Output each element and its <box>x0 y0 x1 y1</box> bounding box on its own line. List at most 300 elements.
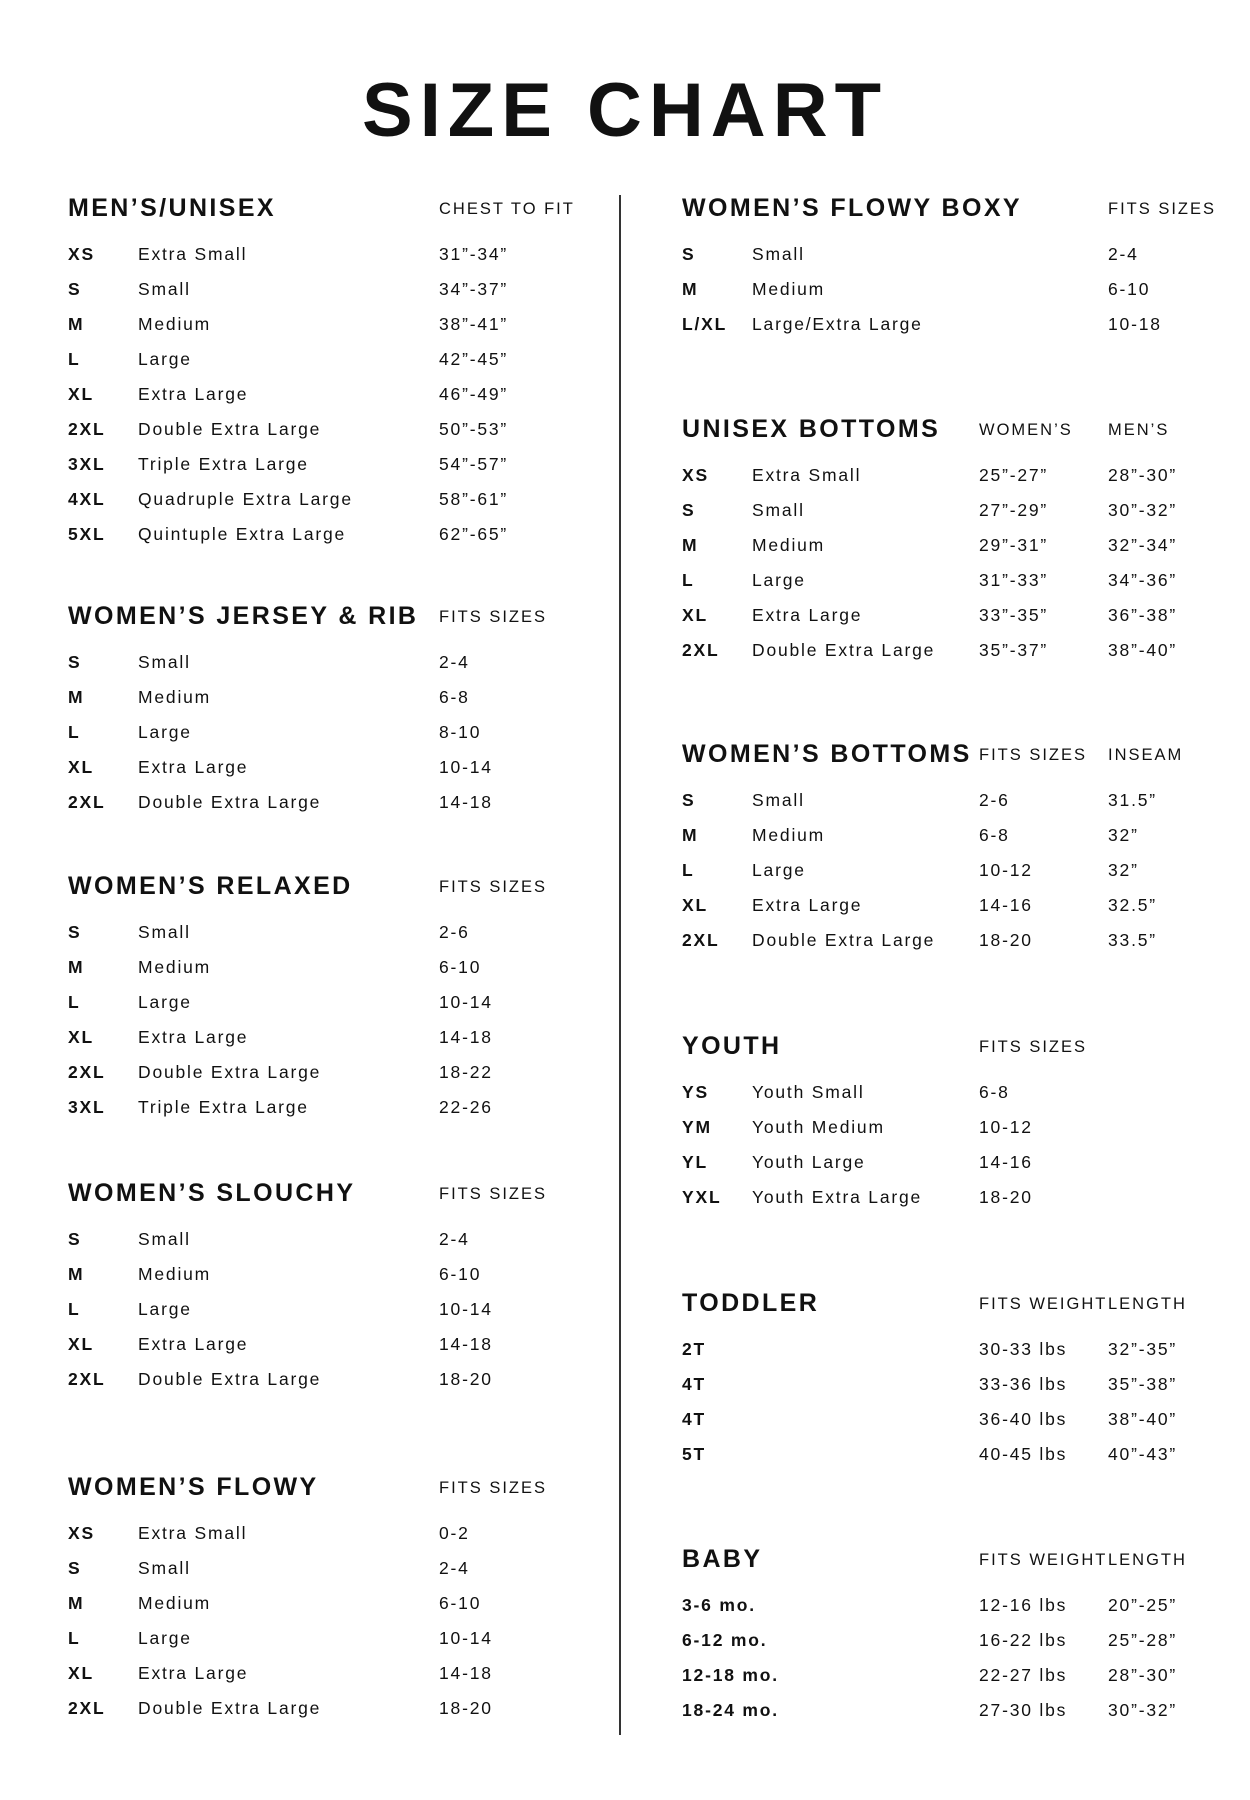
size-code: M <box>682 825 699 845</box>
size-name: Quintuple Extra Large <box>138 524 347 544</box>
size-name: Extra Large <box>138 384 249 404</box>
size-name: Large <box>138 722 192 742</box>
size-value: 14-16 <box>979 1152 1033 1172</box>
size-name: Double Extra Large <box>138 1062 322 1082</box>
size-name: Extra Large <box>752 895 863 915</box>
size-name: Youth Extra Large <box>752 1187 923 1207</box>
size-code: 2XL <box>68 1369 106 1389</box>
size-value: 54”-57” <box>439 454 509 474</box>
size-value: 14-18 <box>439 1663 493 1683</box>
size-code: S <box>682 790 696 810</box>
size-name: Large <box>138 1299 192 1319</box>
size-row <box>682 464 1202 499</box>
size-name: Medium <box>752 535 826 555</box>
size-rows <box>68 921 588 1131</box>
size-code: 2XL <box>682 930 720 950</box>
size-row <box>68 1697 588 1732</box>
size-value: 36-40 lbs <box>979 1409 1068 1429</box>
size-value: 16-22 lbs <box>979 1630 1068 1650</box>
size-row <box>682 1116 1202 1151</box>
size-rows <box>682 464 1202 674</box>
size-code: YL <box>682 1152 708 1172</box>
size-value: 10-14 <box>439 992 493 1012</box>
size-value: 35”-37” <box>979 640 1049 660</box>
size-row <box>682 1373 1202 1408</box>
size-row <box>682 1629 1202 1664</box>
size-code: L <box>68 1628 81 1648</box>
size-value: 18-20 <box>979 1187 1033 1207</box>
size-value: 18-20 <box>979 930 1033 950</box>
size-code: M <box>68 957 85 977</box>
size-name: Large <box>752 570 806 590</box>
size-row <box>682 313 1202 348</box>
size-value: 6-8 <box>439 687 470 707</box>
column-header-fits-sizes: FITS SIZES <box>439 608 548 626</box>
size-code: L <box>68 722 81 742</box>
section-womens-jersey-and-rib <box>68 601 588 826</box>
size-code: XL <box>68 384 94 404</box>
size-value: 30”-32” <box>1108 500 1178 520</box>
size-row <box>682 1408 1202 1443</box>
size-name: Extra Small <box>138 244 248 264</box>
section-title: WOMEN’S JERSEY & RIB <box>68 602 419 630</box>
size-value: 46”-49” <box>439 384 509 404</box>
section-youth <box>682 1031 1202 1221</box>
size-code: YS <box>682 1082 709 1102</box>
size-code: M <box>68 1593 85 1613</box>
size-value: 14-18 <box>439 1334 493 1354</box>
size-value: 36”-38” <box>1108 605 1178 625</box>
size-value: 6-10 <box>1108 279 1151 299</box>
size-code: M <box>682 535 699 555</box>
size-code: YXL <box>682 1187 722 1207</box>
size-value: 32.5” <box>1108 895 1157 915</box>
size-rows <box>68 1228 588 1403</box>
size-row <box>682 1186 1202 1221</box>
size-value: 10-18 <box>1108 314 1162 334</box>
size-code: 6-12 mo. <box>682 1630 768 1650</box>
size-code: S <box>68 1229 82 1249</box>
section-womens-flowy <box>68 1472 588 1732</box>
size-code: 2XL <box>68 419 106 439</box>
size-code: XS <box>68 1523 95 1543</box>
size-value: 31”-33” <box>979 570 1049 590</box>
size-row <box>682 1151 1202 1186</box>
size-code: L <box>682 860 695 880</box>
section-baby <box>682 1544 1202 1734</box>
size-name: Double Extra Large <box>752 930 936 950</box>
size-row <box>68 348 588 383</box>
size-code: 2XL <box>682 640 720 660</box>
size-value: 10-12 <box>979 860 1033 880</box>
column-header-chest-to-fit: CHEST TO FIT <box>439 200 575 218</box>
size-code: XL <box>682 605 708 625</box>
size-code: 18-24 mo. <box>682 1700 779 1720</box>
section-header <box>682 1544 1202 1580</box>
column-header-mens: MEN’S <box>1108 421 1170 439</box>
size-code: S <box>682 500 696 520</box>
section-title: MEN’S/UNISEX <box>68 194 276 222</box>
column-header-fits-sizes: FITS SIZES <box>1108 200 1217 218</box>
section-womens-slouchy <box>68 1178 588 1403</box>
size-code: 5XL <box>68 524 106 544</box>
size-row <box>682 859 1202 894</box>
size-value: 42”-45” <box>439 349 509 369</box>
size-value: 12-16 lbs <box>979 1595 1068 1615</box>
size-code: 2XL <box>68 1698 106 1718</box>
size-value: 32”-35” <box>1108 1339 1178 1359</box>
column-header-fits-weight: FITS WEIGHT <box>979 1551 1108 1569</box>
size-row <box>68 1298 588 1333</box>
size-name: Extra Large <box>138 1334 249 1354</box>
size-name: Small <box>138 1229 191 1249</box>
size-row <box>68 1263 588 1298</box>
size-value: 28”-30” <box>1108 1665 1178 1685</box>
section-title: UNISEX BOTTOMS <box>682 415 941 443</box>
size-row <box>68 1368 588 1403</box>
size-name: Small <box>138 279 191 299</box>
size-value: 6-10 <box>439 1264 482 1284</box>
size-row <box>68 1592 588 1627</box>
size-value: 2-4 <box>439 1558 470 1578</box>
section-header <box>68 1178 588 1214</box>
size-row <box>68 313 588 348</box>
column-header-fits-sizes: FITS SIZES <box>439 1479 548 1497</box>
size-name: Youth Large <box>752 1152 866 1172</box>
size-code: S <box>68 1558 82 1578</box>
size-value: 33.5” <box>1108 930 1157 950</box>
size-code: XS <box>682 465 709 485</box>
size-value: 32”-34” <box>1108 535 1178 555</box>
size-name: Quadruple Extra Large <box>138 489 353 509</box>
size-name: Medium <box>138 687 212 707</box>
size-code: XL <box>68 1663 94 1683</box>
size-code: M <box>68 687 85 707</box>
size-code: S <box>68 279 82 299</box>
size-value: 0-2 <box>439 1523 470 1543</box>
size-name: Triple Extra Large <box>138 1097 309 1117</box>
size-code: L <box>68 992 81 1012</box>
size-row <box>682 604 1202 639</box>
size-value: 29”-31” <box>979 535 1049 555</box>
size-code: XL <box>682 895 708 915</box>
size-code: 3XL <box>68 1097 106 1117</box>
size-code: M <box>68 314 85 334</box>
size-code: S <box>68 922 82 942</box>
size-name: Small <box>752 790 805 810</box>
size-code: 4XL <box>68 489 106 509</box>
size-name: Extra Large <box>752 605 863 625</box>
size-name: Small <box>752 500 805 520</box>
size-row <box>68 488 588 523</box>
size-name: Small <box>138 922 191 942</box>
size-value: 6-8 <box>979 1082 1010 1102</box>
size-value: 30-33 lbs <box>979 1339 1068 1359</box>
size-code: M <box>682 279 699 299</box>
size-value: 35”-38” <box>1108 1374 1178 1394</box>
section-header <box>682 193 1217 229</box>
size-code: L <box>682 570 695 590</box>
size-name: Medium <box>138 1264 212 1284</box>
section-title: WOMEN’S FLOWY <box>68 1473 319 1501</box>
size-rows <box>68 651 588 826</box>
size-row <box>68 1061 588 1096</box>
size-row <box>682 1443 1202 1478</box>
size-rows <box>68 243 588 558</box>
size-value: 14-18 <box>439 1027 493 1047</box>
size-code: 2XL <box>68 792 106 812</box>
section-title: TODDLER <box>682 1289 820 1317</box>
size-code: YM <box>682 1117 712 1137</box>
section-header <box>682 414 1202 450</box>
size-value: 10-14 <box>439 1628 493 1648</box>
size-name: Medium <box>138 957 212 977</box>
size-row <box>68 686 588 721</box>
section-unisex-bottoms <box>682 414 1202 674</box>
section-title: WOMEN’S BOTTOMS <box>682 740 972 768</box>
size-row <box>68 756 588 791</box>
page-title: SIZE CHART <box>362 68 888 153</box>
size-value: 2-4 <box>1108 244 1139 264</box>
size-value: 40”-43” <box>1108 1444 1178 1464</box>
size-value: 58”-61” <box>439 489 509 509</box>
size-value: 18-20 <box>439 1698 493 1718</box>
size-name: Large <box>752 860 806 880</box>
column-divider <box>619 195 621 1735</box>
size-value: 50”-53” <box>439 419 509 439</box>
size-value: 27”-29” <box>979 500 1049 520</box>
size-row <box>68 1557 588 1592</box>
size-value: 2-4 <box>439 652 470 672</box>
size-value: 25”-27” <box>979 465 1049 485</box>
size-row <box>68 651 588 686</box>
size-value: 34”-37” <box>439 279 509 299</box>
size-value: 32” <box>1108 860 1139 880</box>
size-row <box>682 534 1202 569</box>
size-code: S <box>682 244 696 264</box>
size-row <box>68 791 588 826</box>
size-value: 2-6 <box>439 922 470 942</box>
size-code: XL <box>68 1334 94 1354</box>
section-header <box>68 601 588 637</box>
size-value: 25”-28” <box>1108 1630 1178 1650</box>
size-value: 34”-36” <box>1108 570 1178 590</box>
size-code: XL <box>68 757 94 777</box>
size-row <box>682 499 1202 534</box>
size-name: Extra Large <box>138 757 249 777</box>
size-rows <box>682 243 1202 348</box>
size-code: 3-6 mo. <box>682 1595 756 1615</box>
size-row <box>682 824 1202 859</box>
size-name: Medium <box>138 1593 212 1613</box>
size-value: 14-16 <box>979 895 1033 915</box>
size-row <box>68 418 588 453</box>
size-row <box>68 1627 588 1662</box>
size-value: 33-36 lbs <box>979 1374 1068 1394</box>
size-value: 10-14 <box>439 757 493 777</box>
size-row <box>682 789 1202 824</box>
size-code: XL <box>68 1027 94 1047</box>
size-row <box>682 1699 1202 1734</box>
size-row <box>682 243 1202 278</box>
size-name: Youth Medium <box>752 1117 885 1137</box>
size-value: 10-14 <box>439 1299 493 1319</box>
size-value: 38”-41” <box>439 314 509 334</box>
size-value: 32” <box>1108 825 1139 845</box>
section-header <box>682 739 1202 775</box>
section-toddler <box>682 1288 1202 1478</box>
section-womens-bottoms <box>682 739 1202 964</box>
size-value: 31”-34” <box>439 244 509 264</box>
size-value: 38”-40” <box>1108 1409 1178 1429</box>
size-value: 38”-40” <box>1108 640 1178 660</box>
size-row <box>68 721 588 756</box>
size-row <box>68 1522 588 1557</box>
size-rows <box>682 1338 1202 1478</box>
size-code: 2T <box>682 1339 707 1359</box>
size-row <box>68 1333 588 1368</box>
size-value: 20”-25” <box>1108 1595 1178 1615</box>
size-name: Medium <box>138 314 212 334</box>
size-row <box>682 639 1202 674</box>
size-value: 2-4 <box>439 1229 470 1249</box>
size-code: L <box>68 349 81 369</box>
size-row <box>682 1081 1202 1116</box>
size-row <box>682 278 1202 313</box>
size-value: 6-10 <box>439 957 482 977</box>
size-name: Large <box>138 349 192 369</box>
column-header-fits-sizes: FITS SIZES <box>439 1185 548 1203</box>
size-row <box>68 1662 588 1697</box>
size-code: 5T <box>682 1444 707 1464</box>
size-value: 22-26 <box>439 1097 493 1117</box>
column-header-length: LENGTH <box>1108 1295 1187 1313</box>
size-value: 33”-35” <box>979 605 1049 625</box>
size-row <box>68 1096 588 1131</box>
section-header <box>68 193 588 229</box>
size-rows <box>682 1594 1202 1734</box>
section-title: YOUTH <box>682 1032 782 1060</box>
size-code: 3XL <box>68 454 106 474</box>
size-rows <box>68 1522 588 1732</box>
size-row <box>68 956 588 991</box>
size-value: 30”-32” <box>1108 1700 1178 1720</box>
column-header-fits-sizes: FITS SIZES <box>979 746 1088 764</box>
size-value: 62”-65” <box>439 524 509 544</box>
column-header-inseam: INSEAM <box>1108 746 1184 764</box>
column-header-length: LENGTH <box>1108 1551 1187 1569</box>
size-code: 4T <box>682 1409 707 1429</box>
size-value: 22-27 lbs <box>979 1665 1068 1685</box>
size-code: 4T <box>682 1374 707 1394</box>
section-mens-unisex <box>68 193 588 558</box>
size-name: Extra Large <box>138 1663 249 1683</box>
section-title: WOMEN’S SLOUCHY <box>68 1179 356 1207</box>
size-row <box>68 921 588 956</box>
size-code: M <box>68 1264 85 1284</box>
size-value: 8-10 <box>439 722 482 742</box>
size-code: L <box>68 1299 81 1319</box>
size-name: Double Extra Large <box>138 419 322 439</box>
size-value: 18-22 <box>439 1062 493 1082</box>
size-value: 6-10 <box>439 1593 482 1613</box>
size-name: Double Extra Large <box>138 1369 322 1389</box>
size-code: 12-18 mo. <box>682 1665 779 1685</box>
section-header <box>68 871 588 907</box>
size-name: Extra Small <box>752 465 862 485</box>
size-row <box>68 278 588 313</box>
size-rows <box>682 1081 1202 1221</box>
size-row <box>68 243 588 278</box>
size-name: Large <box>138 1628 192 1648</box>
size-value: 14-18 <box>439 792 493 812</box>
section-womens-relaxed <box>68 871 588 1131</box>
section-header <box>68 1472 588 1508</box>
size-row <box>68 453 588 488</box>
size-name: Large/Extra Large <box>752 314 923 334</box>
column-header-fits-weight: FITS WEIGHT <box>979 1295 1108 1313</box>
size-name: Medium <box>752 279 826 299</box>
size-row <box>68 1228 588 1263</box>
column-header-fits-sizes: FITS SIZES <box>979 1038 1088 1056</box>
size-row <box>682 929 1202 964</box>
size-code: L/XL <box>682 314 728 334</box>
size-name: Youth Small <box>752 1082 865 1102</box>
size-name: Extra Large <box>138 1027 249 1047</box>
size-name: Small <box>138 1558 191 1578</box>
size-row <box>68 1026 588 1061</box>
size-value: 40-45 lbs <box>979 1444 1068 1464</box>
size-row <box>68 991 588 1026</box>
section-title: BABY <box>682 1545 763 1573</box>
size-row <box>682 1594 1202 1629</box>
size-code: 2XL <box>68 1062 106 1082</box>
size-name: Double Extra Large <box>752 640 936 660</box>
size-row <box>682 894 1202 929</box>
column-header-womens: WOMEN’S <box>979 421 1073 439</box>
size-name: Small <box>138 652 191 672</box>
size-row <box>682 569 1202 604</box>
size-rows <box>682 789 1202 964</box>
section-header <box>682 1031 1202 1067</box>
size-code: XS <box>68 244 95 264</box>
section-title: WOMEN’S RELAXED <box>68 872 353 900</box>
size-name: Medium <box>752 825 826 845</box>
size-name: Extra Small <box>138 1523 248 1543</box>
size-value: 27-30 lbs <box>979 1700 1068 1720</box>
column-header-fits-sizes: FITS SIZES <box>439 878 548 896</box>
size-code: S <box>68 652 82 672</box>
size-name: Large <box>138 992 192 1012</box>
size-row <box>68 383 588 418</box>
section-title: WOMEN’S FLOWY BOXY <box>682 194 1022 222</box>
section-womens-flowy-boxy <box>682 193 1217 348</box>
size-name: Triple Extra Large <box>138 454 309 474</box>
size-name: Double Extra Large <box>138 792 322 812</box>
size-value: 2-6 <box>979 790 1010 810</box>
size-value: 10-12 <box>979 1117 1033 1137</box>
size-row <box>68 523 588 558</box>
size-value: 31.5” <box>1108 790 1157 810</box>
size-row <box>682 1338 1202 1373</box>
size-value: 28”-30” <box>1108 465 1178 485</box>
size-value: 6-8 <box>979 825 1010 845</box>
size-name: Double Extra Large <box>138 1698 322 1718</box>
size-row <box>682 1664 1202 1699</box>
section-header <box>682 1288 1202 1324</box>
size-name: Small <box>752 244 805 264</box>
size-value: 18-20 <box>439 1369 493 1389</box>
